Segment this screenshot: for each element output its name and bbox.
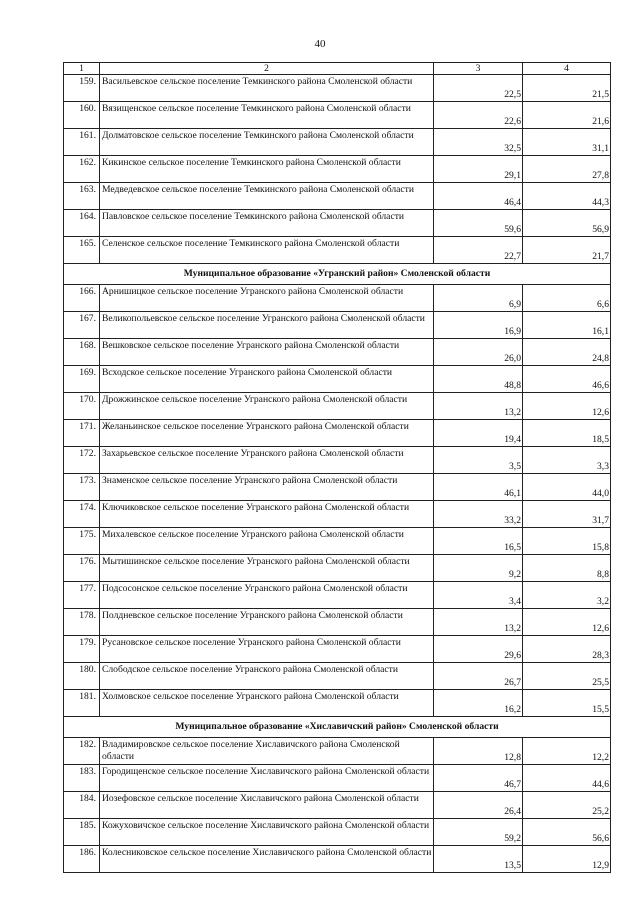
value-col-4: 12,9 xyxy=(523,846,611,873)
value-col-3: 29,6 xyxy=(434,636,523,663)
settlement-name: Вязищенское сельское поселение Темкинского района Смоленской области xyxy=(100,102,434,129)
value-col-4: 25,5 xyxy=(523,663,611,690)
table-row xyxy=(64,765,611,792)
row-number: 164. xyxy=(64,210,100,237)
settlement-name: Русановское сельское поселение Угранского района Смоленской области xyxy=(100,636,434,663)
table-row xyxy=(64,420,611,447)
settlement-name: Васильевское сельское поселение Темкинского района Смоленской области xyxy=(100,75,434,102)
row-number: 179. xyxy=(64,636,100,663)
table-row xyxy=(64,846,611,873)
settlement-name: Городищенское сельское поселение Хиславичского района Смоленской области xyxy=(100,765,434,792)
table-row xyxy=(64,819,611,846)
table-row xyxy=(64,129,611,156)
value-col-3: 3,5 xyxy=(434,447,523,474)
row-number: 178. xyxy=(64,609,100,636)
section-header-row xyxy=(64,717,611,738)
settlement-name: Слободское сельское поселение Угранского района Смоленской области xyxy=(100,663,434,690)
row-number: 171. xyxy=(64,420,100,447)
value-col-3: 46,4 xyxy=(434,183,523,210)
row-number: 169. xyxy=(64,366,100,393)
table-row xyxy=(64,663,611,690)
section-title: Муниципальное образование «Хиславичский район» Смоленской области xyxy=(64,717,611,738)
row-number: 184. xyxy=(64,792,100,819)
value-col-4: 15,5 xyxy=(523,690,611,717)
value-col-4: 44,0 xyxy=(523,474,611,501)
value-col-4: 3,2 xyxy=(523,582,611,609)
table-row xyxy=(64,366,611,393)
row-number: 168. xyxy=(64,339,100,366)
row-number: 185. xyxy=(64,819,100,846)
row-number: 170. xyxy=(64,393,100,420)
value-col-3: 13,2 xyxy=(434,609,523,636)
value-col-3: 13,2 xyxy=(434,393,523,420)
settlement-name: Мытишинское сельское поселение Угранского района Смоленской области xyxy=(100,555,434,582)
settlement-name: Владимировское сельское поселение Хиславичского района Смоленской области xyxy=(100,738,434,765)
table-row xyxy=(64,555,611,582)
value-col-3: 3,4 xyxy=(434,582,523,609)
table-row xyxy=(64,609,611,636)
table-row xyxy=(64,501,611,528)
value-col-4: 31,1 xyxy=(523,129,611,156)
row-number: 163. xyxy=(64,183,100,210)
settlement-name: Захарьевское сельское поселение Угранского района Смоленской области xyxy=(100,447,434,474)
header-col-3: 3 xyxy=(434,63,523,75)
table-row xyxy=(64,582,611,609)
table-row xyxy=(64,447,611,474)
value-col-4: 25,2 xyxy=(523,792,611,819)
value-col-4: 15,8 xyxy=(523,528,611,555)
value-col-3: 32,5 xyxy=(434,129,523,156)
table-row xyxy=(64,474,611,501)
value-col-4: 3,3 xyxy=(523,447,611,474)
value-col-3: 16,2 xyxy=(434,690,523,717)
table-row xyxy=(64,738,611,765)
table-row xyxy=(64,393,611,420)
value-col-4: 21,6 xyxy=(523,102,611,129)
row-number: 165. xyxy=(64,237,100,264)
settlement-name: Селенское сельское поселение Темкинского района Смоленской области xyxy=(100,237,434,264)
value-col-3: 48,8 xyxy=(434,366,523,393)
settlement-name: Холмовское сельское поселение Угранского района Смоленской области xyxy=(100,690,434,717)
value-col-3: 22,6 xyxy=(434,102,523,129)
value-col-4: 46,6 xyxy=(523,366,611,393)
row-number: 180. xyxy=(64,663,100,690)
value-col-4: 21,5 xyxy=(523,75,611,102)
value-col-4: 56,9 xyxy=(523,210,611,237)
table-row xyxy=(64,792,611,819)
table-row xyxy=(64,528,611,555)
value-col-3: 46,1 xyxy=(434,474,523,501)
table-row xyxy=(64,312,611,339)
row-number: 174. xyxy=(64,501,100,528)
value-col-3: 59,2 xyxy=(434,819,523,846)
row-number: 175. xyxy=(64,528,100,555)
settlement-name: Долматовское сельское поселение Темкинского района Смоленской области xyxy=(100,129,434,156)
settlement-name: Арнишицкое сельское поселение Угранского района Смоленской области xyxy=(100,285,434,312)
row-number: 167. xyxy=(64,312,100,339)
table-row xyxy=(64,102,611,129)
table-row xyxy=(64,339,611,366)
value-col-3: 59,6 xyxy=(434,210,523,237)
table-row xyxy=(64,183,611,210)
settlement-name: Ключиковское сельское поселение Угранского района Смоленской области xyxy=(100,501,434,528)
value-col-4: 16,1 xyxy=(523,312,611,339)
row-number: 162. xyxy=(64,156,100,183)
value-col-3: 9,2 xyxy=(434,555,523,582)
data-table xyxy=(63,62,611,873)
value-col-3: 22,7 xyxy=(434,237,523,264)
value-col-4: 6,6 xyxy=(523,285,611,312)
header-col-1: 1 xyxy=(64,63,100,75)
value-col-3: 33,2 xyxy=(434,501,523,528)
settlement-name: Кожуховичское сельское поселение Хиславичского района Смоленской области xyxy=(100,819,434,846)
section-title: Муниципальное образование «Угранский район» Смоленской области xyxy=(64,264,611,285)
value-col-3: 46,7 xyxy=(434,765,523,792)
value-col-4: 31,7 xyxy=(523,501,611,528)
row-number: 177. xyxy=(64,582,100,609)
table-header-row xyxy=(64,63,611,75)
settlement-name: Иозефовское сельское поселение Хиславичского района Смоленской области xyxy=(100,792,434,819)
value-col-4: 12,6 xyxy=(523,609,611,636)
value-col-4: 27,8 xyxy=(523,156,611,183)
table-body xyxy=(64,75,611,873)
value-col-4: 44,3 xyxy=(523,183,611,210)
value-col-3: 29,1 xyxy=(434,156,523,183)
row-number: 176. xyxy=(64,555,100,582)
row-number: 172. xyxy=(64,447,100,474)
value-col-3: 26,4 xyxy=(434,792,523,819)
settlement-name: Вешковское сельское поселение Угранского района Смоленской области xyxy=(100,339,434,366)
row-number: 161. xyxy=(64,129,100,156)
settlement-name: Всходское сельское поселение Угранского района Смоленской области xyxy=(100,366,434,393)
value-col-3: 19,4 xyxy=(434,420,523,447)
settlement-name: Знаменское сельское поселение Угранского района Смоленской области xyxy=(100,474,434,501)
value-col-3: 26,0 xyxy=(434,339,523,366)
page-number: 40 xyxy=(314,38,326,50)
value-col-4: 8,8 xyxy=(523,555,611,582)
value-col-4: 18,5 xyxy=(523,420,611,447)
value-col-4: 21,7 xyxy=(523,237,611,264)
settlement-name: Медведевское сельское поселение Темкинского района Смоленской области xyxy=(100,183,434,210)
row-number: 173. xyxy=(64,474,100,501)
settlement-name: Великопольевское сельское поселение Угранского района Смоленской области xyxy=(100,312,434,339)
table-row xyxy=(64,690,611,717)
settlement-name: Михалевское сельское поселение Угранского района Смоленской области xyxy=(100,528,434,555)
row-number: 183. xyxy=(64,765,100,792)
table-row xyxy=(64,156,611,183)
value-col-3: 12,8 xyxy=(434,738,523,765)
settlement-name: Подсосонское сельское поселение Угранского района Смоленской области xyxy=(100,582,434,609)
row-number: 182. xyxy=(64,738,100,765)
settlement-name: Павловское сельское поселение Темкинского района Смоленской области xyxy=(100,210,434,237)
value-col-4: 12,2 xyxy=(523,738,611,765)
table-row xyxy=(64,285,611,312)
value-col-4: 56,6 xyxy=(523,819,611,846)
section-header-row xyxy=(64,264,611,285)
value-col-3: 16,9 xyxy=(434,312,523,339)
value-col-3: 26,7 xyxy=(434,663,523,690)
header-col-4: 4 xyxy=(523,63,611,75)
table-row xyxy=(64,237,611,264)
row-number: 159. xyxy=(64,75,100,102)
settlement-name: Колесниковское сельское поселение Хиславичского района Смоленской области xyxy=(100,846,434,873)
settlement-name: Кикинское сельское поселение Темкинского района Смоленской области xyxy=(100,156,434,183)
row-number: 166. xyxy=(64,285,100,312)
value-col-4: 44,6 xyxy=(523,765,611,792)
settlement-name: Полдневское сельское поселение Угранского района Смоленской области xyxy=(100,609,434,636)
value-col-4: 24,8 xyxy=(523,339,611,366)
row-number: 181. xyxy=(64,690,100,717)
settlement-name: Дрожжинское сельское поселение Угранского района Смоленской области xyxy=(100,393,434,420)
value-col-3: 22,5 xyxy=(434,75,523,102)
header-col-2: 2 xyxy=(100,63,434,75)
value-col-3: 6,9 xyxy=(434,285,523,312)
value-col-4: 28,3 xyxy=(523,636,611,663)
table-row xyxy=(64,210,611,237)
table-row xyxy=(64,636,611,663)
value-col-3: 16,5 xyxy=(434,528,523,555)
row-number: 160. xyxy=(64,102,100,129)
settlement-name: Желаньинское сельское поселение Угранского района Смоленской области xyxy=(100,420,434,447)
row-number: 186. xyxy=(64,846,100,873)
table-row xyxy=(64,75,611,102)
value-col-3: 13,5 xyxy=(434,846,523,873)
value-col-4: 12,6 xyxy=(523,393,611,420)
